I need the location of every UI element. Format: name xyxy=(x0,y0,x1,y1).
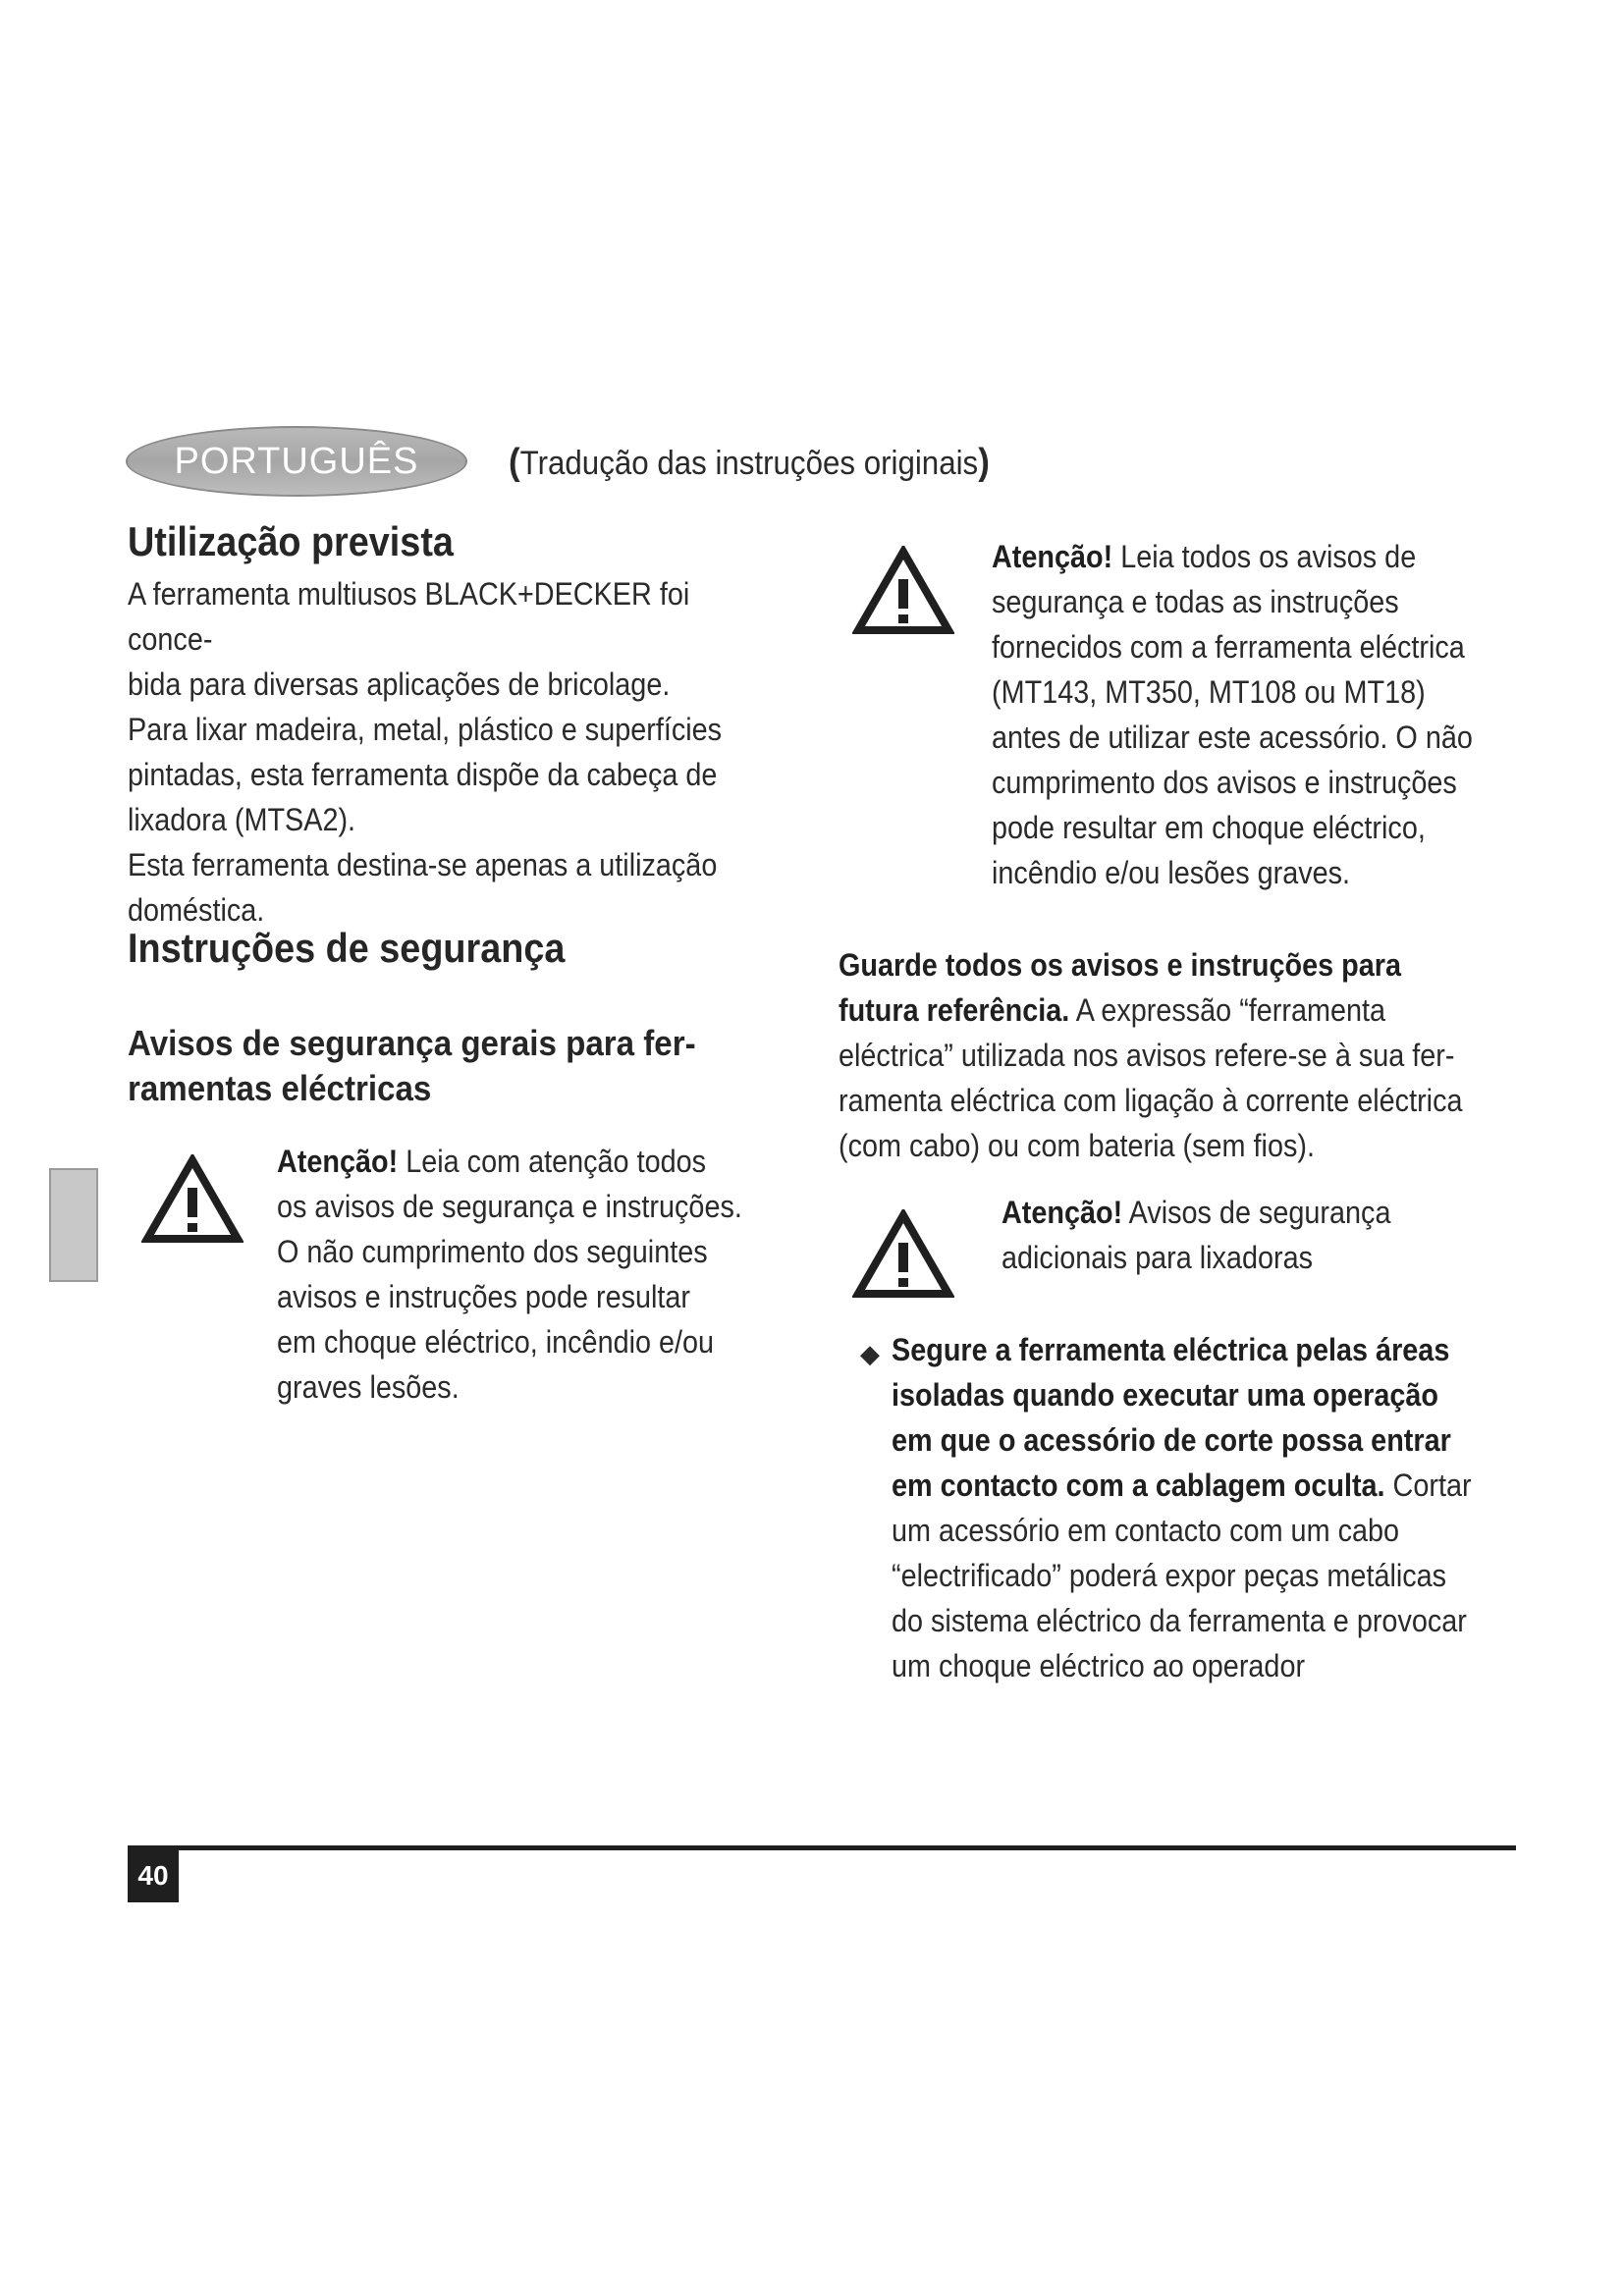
text-line: Cortar xyxy=(1384,1468,1472,1503)
text-line: graves lesões. xyxy=(277,1369,460,1405)
text-line: avisos e instruções pode resultar xyxy=(277,1279,691,1314)
text-line-bold: isoladas quando executar uma operação xyxy=(892,1377,1438,1413)
text-line: adicionais para lixadoras xyxy=(1001,1240,1313,1275)
text-line-bold: Segure a ferramenta eléctrica pelas áreas xyxy=(892,1332,1450,1367)
general-warnings-heading xyxy=(128,1021,778,1111)
text-line: doméstica. xyxy=(128,892,265,928)
text-line: fornecidos com a ferramenta eléctrica xyxy=(992,629,1465,665)
text-line: ramenta eléctrica com ligação à corrente eléctrica xyxy=(839,1083,1463,1118)
text-line: pintadas, esta ferramenta dispõe da cabeça de xyxy=(128,757,718,792)
safety-instructions-heading: Instruções de segurança xyxy=(128,925,566,971)
intended-use-heading: Utilização prevista xyxy=(128,518,454,564)
warning-triangle-icon xyxy=(852,546,954,636)
text-line: em choque eléctrico, incêndio e/ou xyxy=(277,1324,715,1360)
text-line: Avisos de segurança gerais para fer- xyxy=(128,1023,696,1063)
text-line: um choque eléctrico ao operador xyxy=(892,1648,1306,1683)
bullet-diamond-icon: ◆ xyxy=(860,1339,880,1368)
page-number: 40 xyxy=(128,1845,179,1902)
warning-triangle-icon xyxy=(141,1154,244,1245)
text-line: cumprimento dos avisos e instruções xyxy=(992,765,1457,800)
text-line-bold: futura referência. xyxy=(839,992,1070,1028)
text-line: Para lixar madeira, metal, plástico e superfícies xyxy=(128,712,723,747)
text-line: Leia com atenção todos xyxy=(398,1144,707,1179)
language-badge xyxy=(126,426,467,497)
text-line: eléctrica” utilizada nos avisos refere-se à sua fer- xyxy=(839,1038,1455,1073)
text-line-bold: em contacto com a cablagem oculta. xyxy=(892,1468,1385,1503)
text-line: “electrificado” poderá expor peças metálicas xyxy=(892,1558,1447,1593)
text-line-bold: em que o acessório de corte possa entrar xyxy=(892,1422,1451,1458)
text-line: os avisos de segurança e instruções. xyxy=(277,1189,742,1224)
warning-read-all xyxy=(277,1139,772,1410)
text-line: O não cumprimento dos seguintes xyxy=(277,1234,708,1269)
text-line: do sistema eléctrico da ferramenta e provocar xyxy=(892,1603,1467,1638)
warning-triangle-icon xyxy=(852,1209,954,1300)
text-line: (com cabo) ou com bateria (sem fios). xyxy=(839,1128,1315,1163)
translation-note xyxy=(509,442,990,484)
text-line: A expressão “ferramenta xyxy=(1069,992,1386,1028)
language-label: PORTUGUÊS xyxy=(174,440,419,482)
text-line: Esta ferramenta destina-se apenas a utilização xyxy=(128,847,718,882)
text-line: lixadora (MTSA2). xyxy=(128,802,356,837)
text-line: A ferramenta multiusos BLACK+DECKER foi conce- xyxy=(128,576,690,657)
footer-rule xyxy=(128,1845,1516,1850)
translation-note-text: Tradução das instruções originais xyxy=(519,445,979,482)
keep-instructions-paragraph xyxy=(839,942,1475,1168)
warning-sanders xyxy=(1001,1190,1514,1280)
section-tab-marker xyxy=(49,1168,98,1282)
text-line: pode resultar em choque eléctrico, xyxy=(992,810,1426,845)
paren-open: ( xyxy=(509,442,520,483)
text-line: bida para diversas aplicações de bricolage. xyxy=(128,667,671,702)
text-line: segurança e todas as instruções xyxy=(992,584,1399,619)
attention-label: Atenção! xyxy=(992,539,1113,574)
text-line: ramentas eléctricas xyxy=(128,1068,432,1108)
attention-label: Atenção! xyxy=(277,1144,399,1179)
text-line: antes de utilizar este acessório. O não xyxy=(992,720,1473,755)
text-line: (MT143, MT350, MT108 ou MT18) xyxy=(992,674,1426,710)
warning-accessory xyxy=(992,534,1522,895)
intended-use-body xyxy=(128,571,764,933)
text-line: incêndio e/ou lesões graves. xyxy=(992,855,1351,890)
text-line: Avisos de segurança xyxy=(1122,1195,1391,1230)
bullet-insulated-grip xyxy=(892,1327,1492,1688)
text-line: Leia todos os avisos de xyxy=(1112,539,1417,574)
paren-close: ) xyxy=(978,442,990,483)
text-line-bold: Guarde todos os avisos e instruções para xyxy=(839,947,1401,983)
attention-label: Atenção! xyxy=(1001,1195,1123,1230)
text-line: um acessório em contacto com um cabo xyxy=(892,1513,1400,1548)
